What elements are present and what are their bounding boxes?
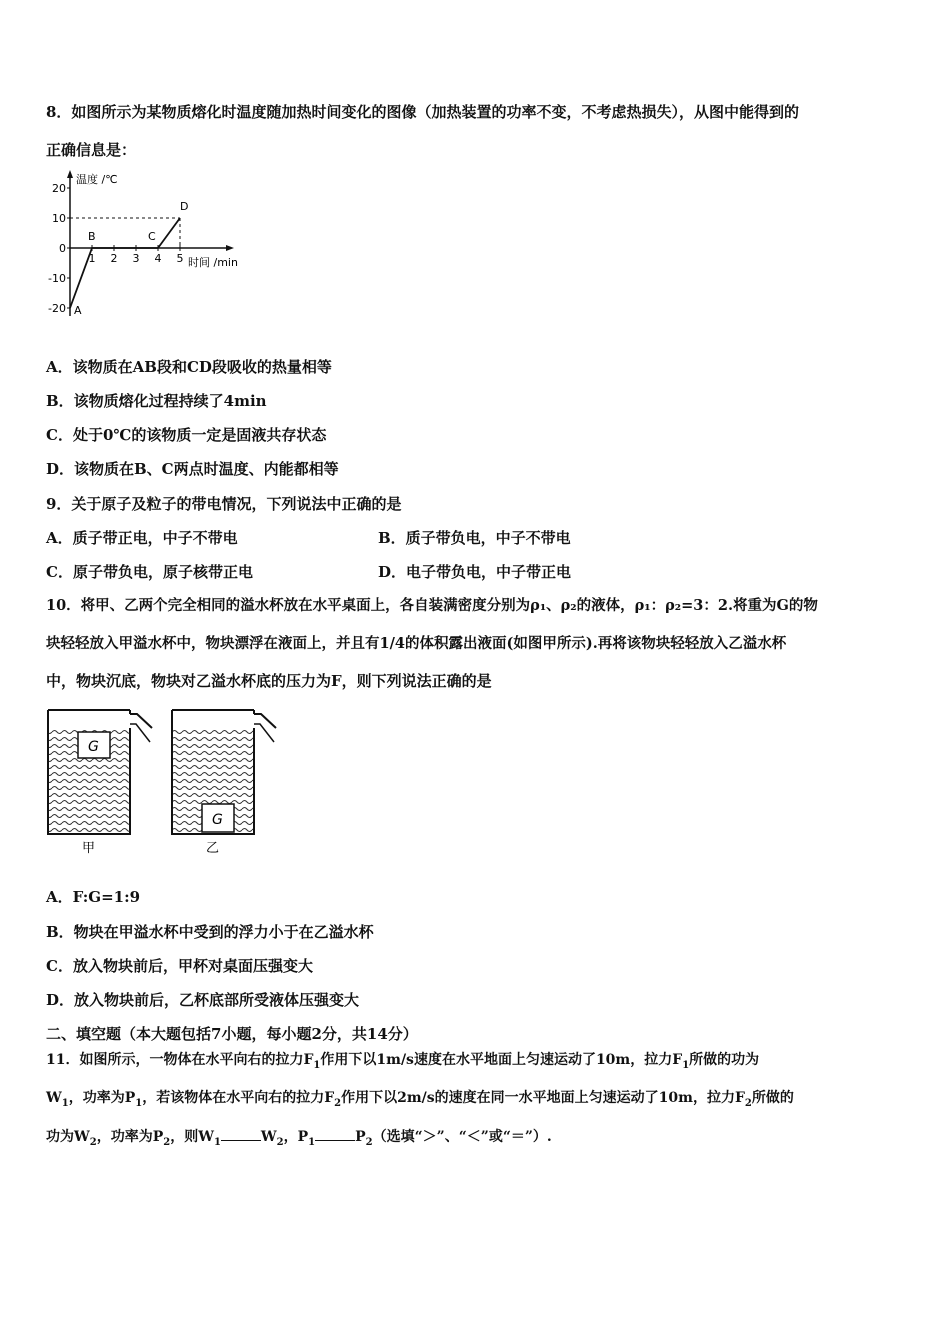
answer-blank-w[interactable] xyxy=(221,1126,261,1141)
y-tick-label: 10 xyxy=(52,212,66,225)
temperature-time-chart xyxy=(40,168,260,318)
q10-stem-line2: 块轻轻放入甲溢水杯中，物块漂浮在液面上，并且有1/4的体积露出液面(如图甲所示).再将该物块轻轻放入乙溢水杯 xyxy=(46,635,787,652)
q11-line3: 功为$W_2$，功率为$P_2$，则$W_1$ $W_2$，$P_1$ $P_2$（选填“＞”、“＜”或“＝”）. xyxy=(46,1126,552,1153)
overflow-cups-figure xyxy=(42,700,292,860)
q10-stem-line3: 中，物块沉底，物块对乙溢水杯底的压力为F，则下列说法正确的是 xyxy=(46,672,492,690)
q9-option-a: A．质子带正电，中子不带电 xyxy=(46,529,238,547)
x-axis-arrow xyxy=(226,245,234,251)
q8-stem-line1: 8．如图所示为某物质熔化时温度随加热时间变化的图像（加热装置的功率不变，不考虑热损失），从图中能得到的 xyxy=(46,103,799,121)
q10-stem-line1: 10．将甲、乙两个完全相同的溢水杯放在水平桌面上，各自装满密度分别为ρ₁、ρ₂的液体，ρ₁：ρ₂=3：2.将重为G的物 xyxy=(46,597,818,614)
point-label-a: A xyxy=(74,304,82,317)
q11-line1: 11．如图所示，一物体在水平向右的拉力$F_1$作用下以1m/s速度在水平地面上匀速运动了10m，拉力$F_1$所做的功为 xyxy=(46,1052,760,1071)
cup-label-jia: 甲 xyxy=(82,841,96,856)
point-label-c: C xyxy=(148,230,156,243)
x-tick-label: 5 xyxy=(176,252,184,265)
q10-option-c: C．放入物块前后，甲杯对桌面压强变大 xyxy=(46,957,313,975)
q9-option-b: B．质子带负电，中子不带电 xyxy=(378,529,571,547)
cup-yi xyxy=(172,710,276,856)
x-axis-label: 时间 /min xyxy=(188,256,238,269)
x-tick-label: 2 xyxy=(110,252,118,265)
y-tick-label: -10 xyxy=(48,272,66,285)
point-label-b: B xyxy=(88,230,96,243)
y-tick-label: 0 xyxy=(59,242,66,255)
y-axis-label: 温度 /℃ xyxy=(76,173,118,186)
cup-jia xyxy=(48,710,152,856)
section2-heading: 二、填空题（本大题包括7小题，每小题2分，共14分） xyxy=(46,1025,418,1043)
block-label-jia: G xyxy=(88,739,99,755)
q8-option-d: D．该物质在B、C两点时温度、内能都相等 xyxy=(46,460,339,478)
q9-stem: 9．关于原子及粒子的带电情况，下列说法中正确的是 xyxy=(46,495,402,513)
q8-stem-line2: 正确信息是： xyxy=(46,141,137,159)
q10-option-d: D．放入物块前后，乙杯底部所受液体压强变大 xyxy=(46,991,360,1009)
block-label-yi: G xyxy=(212,812,223,828)
y-tick-label: -20 xyxy=(48,302,66,315)
q11-line2: $W_1$，功率为$P_1$，若该物体在水平向右的拉力$F_2$作用下以2m/s的速度在同一水平地面上匀速运动了10m，拉力$F_2$所做的 xyxy=(46,1090,794,1109)
q8-option-b: B．该物质熔化过程持续了4min xyxy=(46,392,267,410)
q10-option-a: A．F:G=1:9 xyxy=(46,888,141,906)
answer-blank-p[interactable] xyxy=(315,1126,355,1141)
x-tick-label: 4 xyxy=(154,252,162,265)
x-tick-label: 3 xyxy=(132,252,140,265)
q8-option-a: A．该物质在AB段和CD段吸收的热量相等 xyxy=(46,358,332,376)
q8-option-c: C．处于0℃的该物质一定是固液共存状态 xyxy=(46,426,327,444)
q9-option-c: C．原子带负电，原子核带正电 xyxy=(46,563,253,581)
point-label-d: D xyxy=(180,200,189,213)
cup-label-yi: 乙 xyxy=(206,841,220,856)
y-axis-arrow xyxy=(67,170,73,178)
q10-option-b: B．物块在甲溢水杯中受到的浮力小于在乙溢水杯 xyxy=(46,923,374,941)
y-tick-label: 20 xyxy=(52,182,66,195)
x-tick-label: 1 xyxy=(88,252,96,265)
data-line xyxy=(70,218,180,308)
q9-option-d: D．电子带负电，中子带正电 xyxy=(378,563,572,581)
